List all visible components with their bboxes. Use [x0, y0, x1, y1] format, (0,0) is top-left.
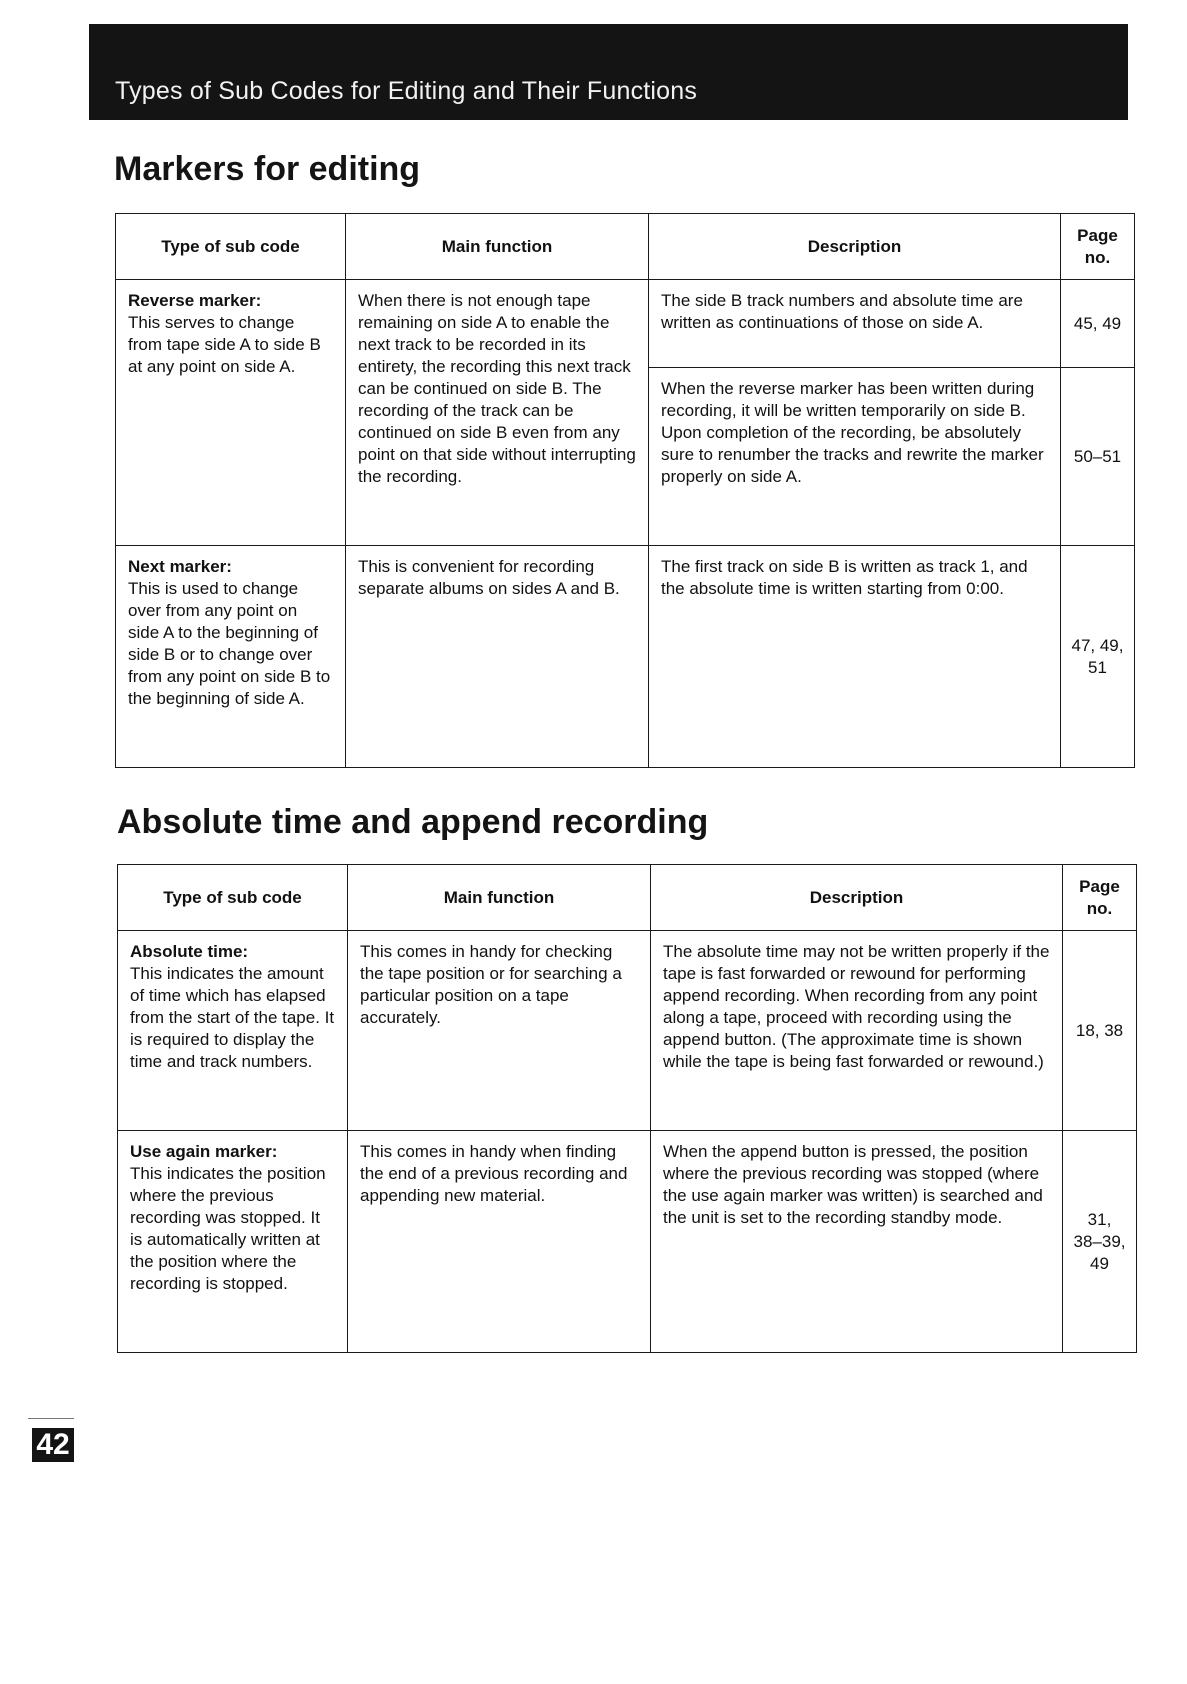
sub-code-name: Reverse marker:	[128, 291, 262, 310]
main-function-cell: When there is not enough tape remaining on side A to enable the next track to be recorded in its entirety, the recording this next track can be continued on side B. The recording of the track can be continued on side B even from any point on that side without interrupting the recording.	[346, 280, 649, 546]
table-row	[116, 280, 1135, 368]
absolute-time-table	[117, 864, 1137, 1353]
column-header: Type of sub code	[118, 865, 348, 931]
section-title-absolute-time: Absolute time and append recording	[117, 803, 709, 841]
sub-code-name: Next marker:	[128, 557, 232, 576]
page-number: 42	[32, 1428, 74, 1462]
table-row	[118, 931, 1137, 1131]
main-function-cell: This comes in handy for checking the tape position or for searching a particular position on a tape accurately.	[348, 931, 651, 1131]
column-header: Description	[649, 214, 1061, 280]
page-cell: 31, 38–39, 49	[1063, 1131, 1137, 1353]
table-header-row	[116, 214, 1135, 280]
sub-code-description: This is used to change over from any point on side A to the beginning of side B or to change over from any point on side B to the beginning of side A.	[128, 579, 331, 708]
page-number-rule	[28, 1418, 74, 1419]
section-title-markers: Markers for editing	[114, 150, 421, 188]
markers-table	[115, 213, 1135, 768]
sub-code-cell	[116, 546, 346, 768]
main-function-cell: This comes in handy when finding the end of a previous recording and appending new material.	[348, 1131, 651, 1353]
sub-code-cell	[118, 931, 348, 1131]
sub-code-description: This indicates the amount of time which has elapsed from the start of the tape. It is required to display the time and track numbers.	[130, 964, 335, 1071]
description-cell: When the append button is pressed, the position where the previous recording was stopped (where the use again marker was written) is searched and the unit is set to the recording standby mode.	[651, 1131, 1063, 1353]
description-cell: The side B track numbers and absolute time are written as continuations of those on side A.	[649, 280, 1061, 368]
page-cell: 18, 38	[1063, 931, 1137, 1131]
column-header: Main function	[346, 214, 649, 280]
page-cell: 50–51	[1061, 368, 1135, 546]
description-cell: The absolute time may not be written properly if the tape is fast forwarded or rewound for performing append recording. When recording from any point along a tape, proceed with recording using the append button. (The approximate time is shown while the tape is being fast forwarded or rewound.)	[651, 931, 1063, 1131]
sub-code-description: This indicates the position where the previous recording was stopped. It is automatically written at the position where the recording is stopped.	[130, 1164, 326, 1293]
table-header-row	[118, 865, 1137, 931]
description-cell: When the reverse marker has been written during recording, it will be written temporarily on side B. Upon completion of the recording, be absolutely sure to renumber the tracks and rewrite the marker properly on side A.	[649, 368, 1061, 546]
column-header: Type of sub code	[116, 214, 346, 280]
page-cell: 47, 49, 51	[1061, 546, 1135, 768]
description-cell: The first track on side B is written as track 1, and the absolute time is written starting from 0:00.	[649, 546, 1061, 768]
sub-code-cell	[116, 280, 346, 546]
column-header: Main function	[348, 865, 651, 931]
header-band	[89, 24, 1128, 120]
page-cell: 45, 49	[1061, 280, 1135, 368]
column-header: Description	[651, 865, 1063, 931]
sub-code-name: Use again marker:	[130, 1142, 278, 1161]
column-header: Page no.	[1061, 214, 1135, 280]
header-title: Types of Sub Codes for Editing and Their Functions	[115, 77, 698, 105]
table-row	[116, 546, 1135, 768]
table-row	[118, 1131, 1137, 1353]
column-header: Page no.	[1063, 865, 1137, 931]
sub-code-description: This serves to change from tape side A to side B at any point on side A.	[128, 313, 321, 376]
sub-code-name: Absolute time:	[130, 942, 249, 961]
sub-code-cell	[118, 1131, 348, 1353]
main-function-cell: This is convenient for recording separate albums on sides A and B.	[346, 546, 649, 768]
